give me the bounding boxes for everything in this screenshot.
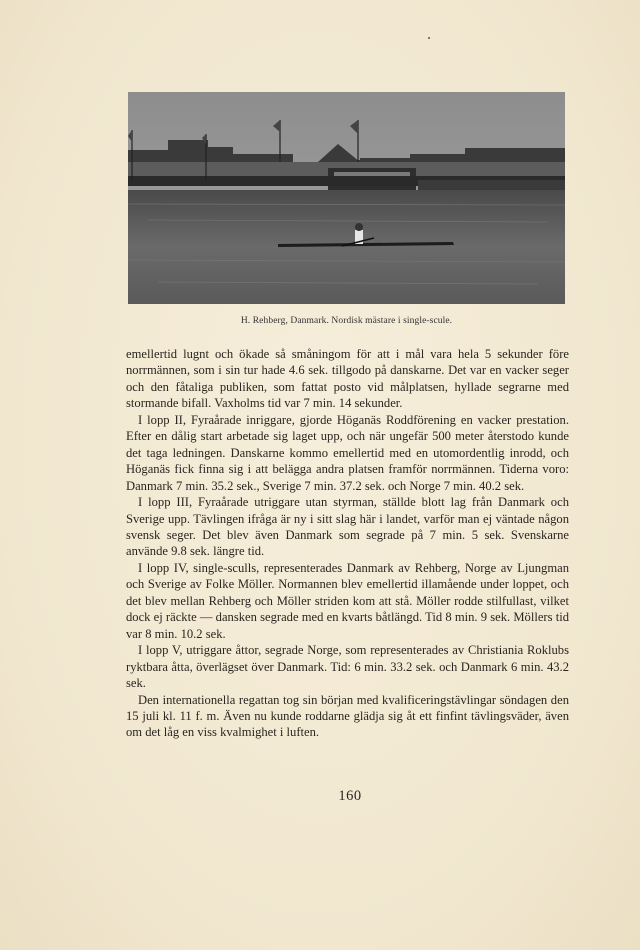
rowing-photograph: [128, 92, 565, 304]
article-body: [126, 346, 569, 741]
paragraph-4: I lopp IV, single-sculls, representerades Danmark av Rehberg, Norge av Ljungman och Sverige av Folke Möller. Normannen blev emellertid illamående under loppet, och det blev mellan Rehberg och Möller striden kom att stå. Möller rodde stilfullast, vilket dock ej räckte — dansken segrade med en kvarts båtlängd. Tid 8 min. 9 sek. Möllers tid var 8 min. 10.2 sek.: [126, 560, 569, 641]
paper-speck: [428, 37, 430, 39]
paragraph-3: I lopp III, Fyraårade utriggare utan styrman, ställde blott lag från Danmark och Sverige upp. Tävlingen ifråga är ny i sitt slag här i landet, varför man ej väntade någon svensk seger. Det blev även Danmark som segrade på 7 min. 5 sek. Svenskarne använde 9.8 sek. längre tid.: [126, 495, 569, 559]
paragraph-2: I lopp II, Fyraårade inriggare, gjorde Höganäs Roddförening en vacker prestation. Efter en dålig start arbetade sig laget upp, och när ungefär 500 meter återstodo kunde det taga ledningen. Danskarne kommo emellertid med en utomordentlig inrodd, och Höganäs fick finna sig i att belägga andra platsen framför norrmännen. Tiderna voro: Danmark 7 min. 35.2 sek., Sverige 7 min. 37.2 sek. och Norge 7 min. 40.2 sek.: [126, 412, 569, 493]
page-number: 160: [338, 788, 362, 804]
paragraph-6: Den internationella regattan tog sin början med kvalificeringstävlingar söndagen den 15 juli kl. 11 f. m. Även nu kunde roddarne glädja sig åt ett finfint tävlingsväder, även om det låg en viss kvalmighet i luften.: [126, 692, 569, 740]
paragraph-5: I lopp V, utriggare åttor, segrade Norge, som representerades av Christiania Roklubs ryktbara åtta, överlägset över Danmark. Tid: 6 min. 33.2 sek. och Danmark 6 min. 43.2 sek.: [126, 643, 569, 691]
photo-caption: H. Rehberg, Danmark. Nordisk mästare i single-scule.: [240, 316, 453, 326]
paragraph-1: emellertid lugnt och ökade så småningom för att i mål vara hela 5 sekunder före norrmännen, som i sin tur hade 4.6 sek. tillgodo på danskarne. Det var en vacker seger och den fåtaliga publiken, som fattat posto vid målplatsen, hyllade segrarne med stormande bifall. Vaxholms tid var 7 min. 14 sekunder.: [126, 347, 569, 411]
